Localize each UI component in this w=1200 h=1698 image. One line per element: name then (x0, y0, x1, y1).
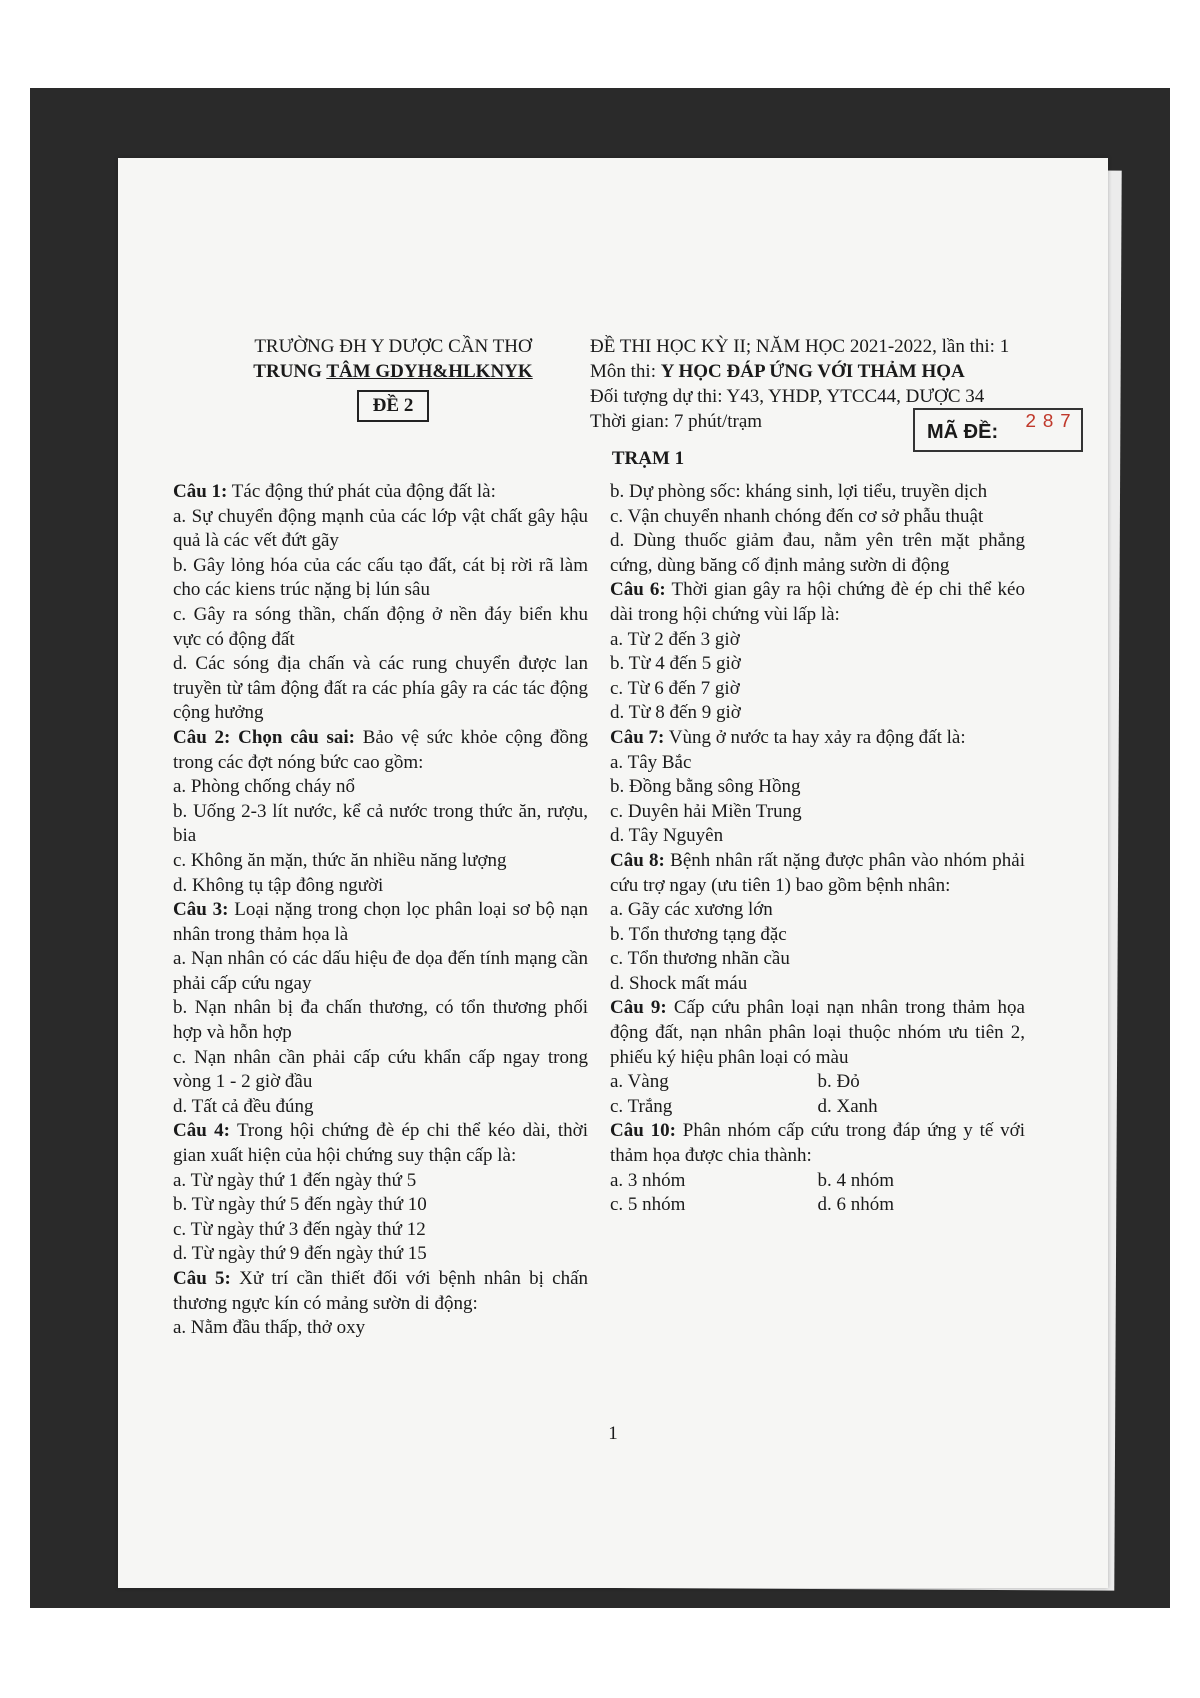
option: d. 6 nhóm (817, 1194, 895, 1216)
option-row (610, 1193, 1025, 1218)
option: b. Đồng bằng sông Hồng (610, 776, 801, 798)
option: a. 3 nhóm (610, 1169, 686, 1191)
center-prefix: TRUNG (253, 361, 327, 382)
option: c. 5 nhóm (610, 1194, 686, 1216)
option: a. Từ ngày thứ 1 đến ngày thứ 5 (173, 1169, 417, 1191)
option: a. Nằm đầu thấp, thở oxy (173, 1317, 366, 1339)
subject-line (590, 359, 1070, 384)
option: d. Các sóng địa chấn và các rung chuyển được lan truyền từ tâm động đất ra các phía gây ra các tác động cộng hưởng (173, 653, 588, 724)
option: a. Vàng (610, 1071, 669, 1093)
option: a. Nạn nhân có các dấu hiệu đe dọa đến tính mạng cần phải cấp cứu ngay (173, 948, 588, 994)
exam-code-box (913, 408, 1083, 452)
option: a. Sự chuyển động mạnh của các lớp vật chất gây hậu quả là các vết đứt gãy (173, 505, 588, 552)
question-6: Câu 6: Thời gian gây ra hội chứng đè ép chi thể kéo dài trong hội chứng vùi lấp là: (610, 579, 1025, 625)
option: c. Không ăn mặn, thức ăn nhiều năng lượng (173, 849, 507, 871)
question-1: Câu 1: Tác động thứ phát của động đất là: (173, 481, 496, 502)
option: d. Tây Nguyên (610, 825, 724, 847)
option: b. Uống 2-3 lít nước, kể cả nước trong thức ăn, rượu, bia (173, 800, 588, 847)
exam-code-label: MÃ ĐỀ: (927, 421, 999, 443)
center-name (228, 359, 558, 384)
question-3: Câu 3: Loại nặng trong chọn lọc phân loại sơ bộ nạn nhân trong thảm họa là (173, 899, 588, 945)
option: b. Tổn thương tạng đặc (610, 923, 787, 945)
option: c. Từ ngày thứ 3 đến ngày thứ 12 (173, 1218, 426, 1240)
option: b. Gây lỏng hóa của các cấu tạo đất, cát bị rời rã làm cho các kiens trúc nặng bị lún sâu (173, 554, 588, 601)
option: a. Tây Bắc (610, 751, 692, 773)
question-8: Câu 8: Bệnh nhân rất nặng được phân vào nhóm phải cứu trợ ngay (ưu tiên 1) bao gồm bệnh nhân: (610, 849, 1025, 896)
audience-line: Đối tượng dự thi: Y43, YHDP, YTCC44, DƯỢC 34 (590, 386, 985, 407)
option: d. Dùng thuốc giảm đau, nằm yên trên mặt phẳng cứng, dùng băng cố định mảng sườn di động (610, 530, 1025, 576)
page-number: 1 (608, 1423, 618, 1444)
option-row (610, 1095, 1025, 1120)
subject-prefix: Môn thi: (590, 361, 661, 382)
question-2: Câu 2: Chọn câu sai: Bảo vệ sức khỏe cộng đồng trong các đợt nóng bức cao gồm: (173, 726, 588, 773)
option: b. Từ ngày thứ 5 đến ngày thứ 10 (173, 1194, 427, 1216)
option: b. 4 nhóm (817, 1169, 895, 1191)
exam-code-value: 287 (1025, 411, 1078, 433)
option: b. Dự phòng sốc: kháng sinh, lợi tiểu, truyền dịch (610, 481, 988, 502)
center-underlined: TÂM GDYH&HLKNYK (326, 361, 533, 382)
option: d. Từ 8 đến 9 giờ (610, 702, 741, 724)
option: c. Nạn nhân cần phải cấp cứu khẩn cấp ngay trong vòng 1 - 2 giờ đầu (173, 1046, 588, 1093)
option: a. Gãy các xương lớn (610, 899, 773, 921)
left-column (173, 480, 588, 1341)
option: b. Nạn nhân bị đa chấn thương, có tổn thương phối hợp và hỗn hợp (173, 997, 588, 1044)
option: d. Xanh (817, 1095, 878, 1117)
exam-paper (118, 158, 1108, 1588)
option: d. Tất cả đều đúng (173, 1095, 314, 1117)
subject-name: Y HỌC ĐÁP ỨNG VỚI THẢM HỌA (660, 361, 965, 382)
option: d. Không tụ tập đông người (173, 874, 384, 896)
option: c. Vận chuyển nhanh chóng đến cơ sở phẫu thuật (610, 505, 984, 527)
question-9: Câu 9: Cấp cứu phân loại nạn nhân trong thảm họa động đất, nạn nhân phân loại thuộc nhóm ưu tiên 2, phiếu ký hiệu phân loại có màu (610, 997, 1025, 1068)
option: d. Shock mất máu (610, 972, 748, 994)
exam-title: ĐỀ THI HỌC KỲ II; NĂM HỌC 2021-2022, lần thi: 1 (590, 336, 1010, 357)
question-7: Câu 7: Vùng ở nước ta hay xảy ra động đất là: (610, 726, 966, 748)
option: a. Từ 2 đến 3 giờ (610, 628, 740, 650)
option: c. Tổn thương nhãn cầu (610, 948, 790, 970)
option-row (610, 1070, 1025, 1095)
right-column (610, 480, 1025, 1218)
option: c. Gây ra sóng thần, chấn động ở nền đáy biển khu vực có động đất (173, 603, 588, 650)
option-row (610, 1169, 1025, 1194)
option: c. Từ 6 đến 7 giờ (610, 677, 740, 699)
header-left (228, 334, 558, 422)
option: c. Trắng (610, 1095, 673, 1117)
option: b. Từ 4 đến 5 giờ (610, 653, 741, 675)
station-title: TRẠM 1 (611, 448, 685, 469)
option: b. Đỏ (817, 1071, 860, 1093)
option: d. Từ ngày thứ 9 đến ngày thứ 15 (173, 1243, 427, 1265)
question-5: Câu 5: Xử trí cần thiết đối với bệnh nhân bị chấn thương ngực kín có mảng sườn di động: (173, 1268, 589, 1314)
question-4: Câu 4: Trong hội chứng đè ép chi thể kéo dài, thời gian xuất hiện của hội chứng suy thận cấp là: (173, 1120, 588, 1167)
option: c. Duyên hải Miền Trung (610, 800, 802, 822)
question-10: Câu 10: Phân nhóm cấp cứu trong đáp ứng y tế với thảm họa được chia thành: (610, 1120, 1025, 1167)
option: a. Phòng chống cháy nổ (173, 776, 356, 798)
school-name: TRƯỜNG ĐH Y DƯỢC CẦN THƠ (254, 336, 532, 357)
exam-version-box: ĐỀ 2 (357, 390, 430, 422)
time-line: Thời gian: 7 phút/trạm (590, 411, 763, 432)
